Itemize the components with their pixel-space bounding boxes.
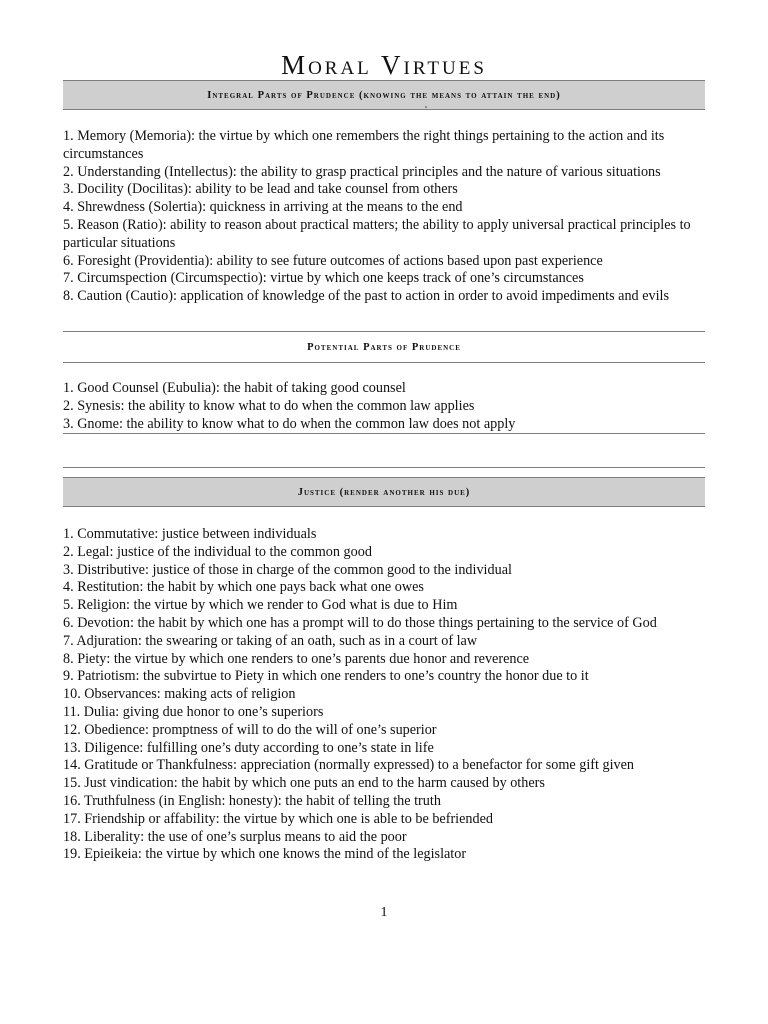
justice-list: [63, 526, 713, 864]
list-item: 16. Truthfulness (in English: honesty): the habit of telling the truth: [63, 792, 441, 809]
list-item: 7. Adjuration: the swearing or taking of an oath, such as in a court of law: [63, 632, 478, 649]
section-heading-integral-prudence: Integral Parts of Prudence (knowing the means to attain the end): [63, 80, 705, 110]
list-item: 4. Restitution: the habit by which one pays back what one owes: [63, 579, 424, 596]
list-item: 10. Observances: making acts of religion: [63, 686, 296, 703]
list-item: 3. Docility (Docilitas): ability to be lead and take counsel from others: [63, 181, 458, 198]
list-item: 13. Diligence: fulfilling one’s duty according to one’s state in life: [63, 739, 434, 756]
list-item: 3. Gnome: the ability to know what to do when the common law does not apply: [63, 415, 516, 432]
list-item: 18. Liberality: the use of one’s surplus means to aid the poor: [63, 828, 407, 845]
integral-prudence-list: [63, 128, 713, 306]
list-item: 8. Caution (Cautio): application of knowledge of the past to action in order to avoid impediments and evils: [63, 288, 669, 305]
list-item: 7. Circumspection (Circumspectio): virtue by which one keeps track of one’s circumstances: [63, 270, 584, 287]
list-item: 3. Distributive: justice of those in charge of the common good to the individual: [63, 561, 512, 578]
section-heading-justice: Justice (render another his due): [63, 477, 705, 507]
list-item: 4. Shrewdness (Solertia): quickness in arriving at the means to the end: [63, 199, 463, 216]
list-item: 6. Foresight (Providentia): ability to see future outcomes of actions based upon past experience: [63, 252, 603, 269]
section-heading-potential-prudence: Potential Parts of Prudence: [63, 333, 705, 363]
list-item: 1. Good Counsel (Eubulia): the habit of taking good counsel: [63, 380, 406, 396]
list-item: 14. Gratitude or Thankfulness: appreciation (normally expressed) to a benefactor for some gift given: [63, 757, 634, 774]
list-item: 2. Legal: justice of the individual to the common good: [63, 543, 372, 560]
list-item: 1. Commutative: justice between individuals: [63, 526, 317, 542]
list-item: 15. Just vindication: the habit by which one puts an end to the harm caused by others: [63, 775, 545, 792]
list-item: 1. Memory (Memoria): the virtue by which one remembers the right things pertaining to the action and its circumstances: [63, 128, 665, 162]
decorative-dot: [425, 106, 427, 108]
list-item: 8. Piety: the virtue by which one renders to one’s parents due honor and reverence: [63, 650, 530, 667]
list-item: 11. Dulia: giving due honor to one’s superiors: [63, 703, 324, 720]
list-item: 2. Synesis: the ability to know what to do when the common law applies: [63, 397, 475, 414]
list-item: 5. Reason (Ratio): ability to reason about practical matters; the ability to apply universal practical principles to particular situations: [63, 216, 691, 251]
list-item: 17. Friendship or affability: the virtue by which one is able to be befriended: [63, 810, 493, 827]
list-item: 19. Epieikeia: the virtue by which one knows the mind of the legislator: [63, 846, 467, 863]
list-item: 6. Devotion: the habit by which one has a prompt will to do those things pertaining to the service of God: [63, 614, 657, 631]
divider: [63, 467, 705, 468]
page-title: Moral Virtues: [281, 50, 487, 80]
list-item: 2. Understanding (Intellectus): the ability to grasp practical principles and the nature of various situations: [63, 163, 661, 180]
list-item: 12. Obedience: promptness of will to do the will of one’s superior: [63, 721, 437, 738]
page-number: 1: [380, 905, 388, 920]
divider: [63, 331, 705, 332]
potential-prudence-list: [63, 380, 713, 433]
list-item: 5. Religion: the virtue by which we render to God what is due to Him: [63, 597, 458, 614]
list-item: 9. Patriotism: the subvirtue to Piety in which one renders to one’s country the honor due to it: [63, 668, 589, 685]
divider: [63, 433, 705, 434]
